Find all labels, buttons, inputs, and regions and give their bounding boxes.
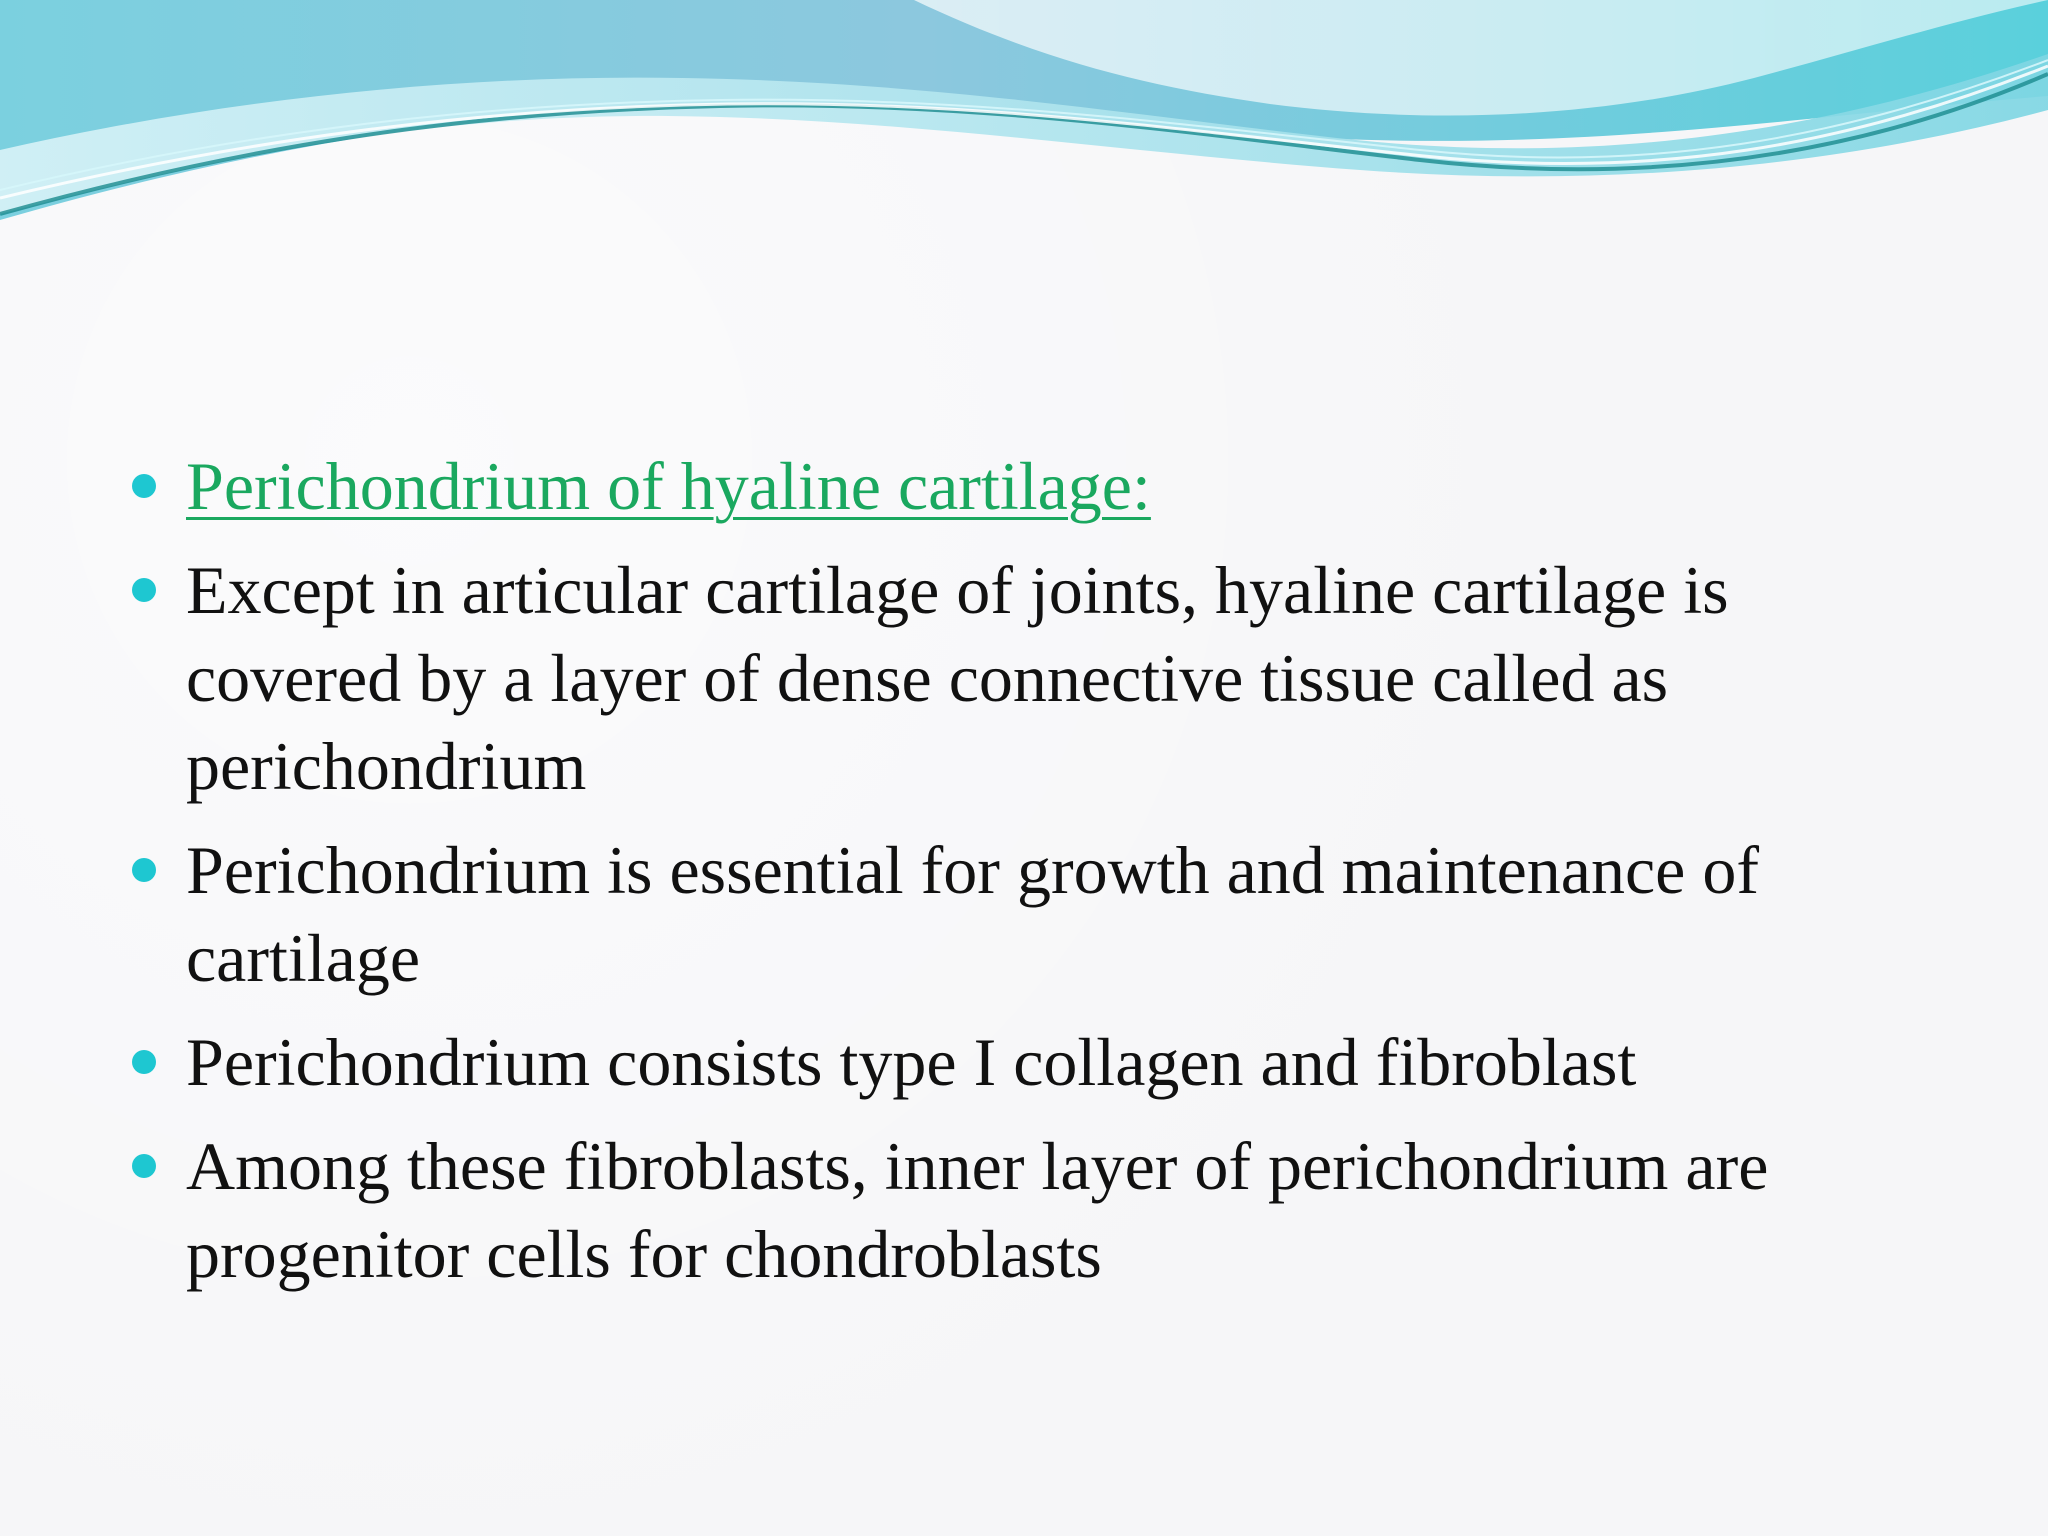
slide-content bbox=[126, 442, 1946, 1298]
bullet-item bbox=[126, 826, 1946, 1002]
bullet-item bbox=[126, 1122, 1946, 1298]
bullet-dot-icon bbox=[132, 1154, 156, 1178]
bullet-text: Perichondrium consists type I collagen and fibroblast bbox=[186, 1024, 1637, 1100]
bullet-text: Except in articular cartilage of joints, hyaline cartilage is covered by a layer of dense connective tissue called as perichondrium bbox=[186, 552, 1729, 804]
bullet-text: Perichondrium is essential for growth and maintenance of cartilage bbox=[186, 832, 1759, 996]
bullet-list bbox=[126, 442, 1946, 1298]
slide-heading-link[interactable]: Perichondrium of hyaline cartilage: bbox=[186, 448, 1151, 524]
bullet-item bbox=[126, 1018, 1946, 1106]
bullet-dot-icon bbox=[132, 858, 156, 882]
bullet-dot-icon bbox=[132, 1050, 156, 1074]
bullet-item bbox=[126, 442, 1946, 530]
bullet-dot-icon bbox=[132, 474, 156, 498]
bullet-item bbox=[126, 546, 1946, 810]
bullet-text: Among these fibroblasts, inner layer of perichondrium are progenitor cells for chondroblasts bbox=[186, 1128, 1769, 1292]
bullet-dot-icon bbox=[132, 578, 156, 602]
wave-header-graphic bbox=[0, 0, 2048, 240]
